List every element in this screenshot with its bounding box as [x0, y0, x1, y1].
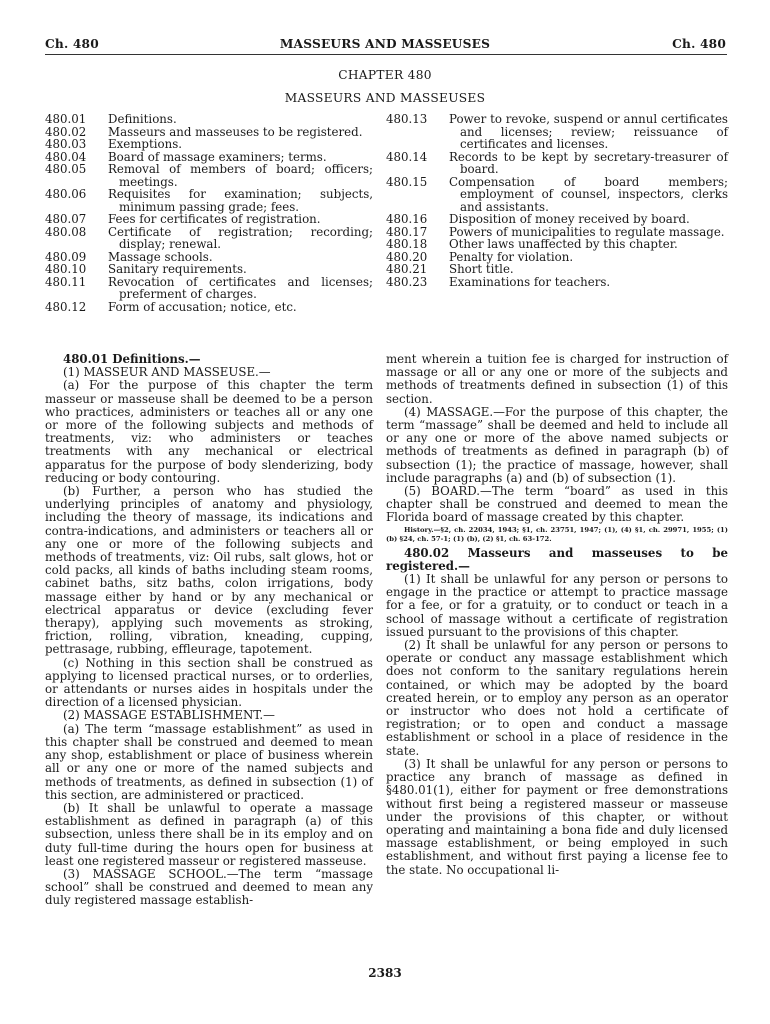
toc-section-title: Massage schools.	[108, 249, 213, 264]
section-heading: 480.02 Masseurs and masseuses to be registered.—	[386, 545, 728, 573]
toc-entry	[386, 176, 728, 214]
toc-entry	[45, 138, 373, 151]
toc-entry	[386, 276, 728, 289]
section-heading: 480.01 Definitions.—	[63, 352, 201, 366]
body-paragraph: (a) For the purpose of this chapter the term masseur or masseuse shall be deemed to be a person who practices, administers or teaches all or any one or more of the following subjects and methods of treatments, viz: who administers or teaches treatments with any mechanical or electrical apparatus for the purpose of body slenderizing, body reducing or body contouring.	[45, 378, 373, 485]
body-column-right	[386, 353, 728, 877]
body-column-left	[45, 353, 373, 908]
toc-section-title: Disposition of money received by board.	[449, 212, 690, 226]
table-of-contents-right	[386, 113, 728, 288]
toc-entry	[45, 163, 373, 188]
toc-section-number: 480.15	[386, 174, 428, 189]
body-paragraph: (5) BOARD.—The term “board” as used in this chapter shall be construed and deemed to mean the Florida board of massage created by this chapter.	[386, 484, 728, 525]
toc-section-number: 480.14	[386, 149, 428, 164]
toc-section-title: Fees for certificates of registration.	[108, 212, 321, 226]
toc-section-number: 480.08	[45, 224, 87, 239]
table-of-contents-left	[45, 113, 373, 313]
toc-entry	[45, 113, 373, 126]
chapter-number: CHAPTER 480	[338, 68, 432, 82]
body-paragraph: (b) It shall be unlawful to operate a massage establishment as defined in paragraph (a) of this subsection, unless there shall be in its employ and on duty full-time during the hours open for business at least one registered masseur or registered masseuse.	[45, 800, 373, 868]
toc-section-number: 480.05	[45, 162, 87, 176]
page-number: 2383	[368, 966, 402, 980]
toc-entry	[386, 151, 728, 176]
toc-section-title: Power to revoke, suspend or annul certificates and licenses; review; reissuance of certificates and licenses.	[449, 112, 728, 151]
toc-section-number: 480.07	[45, 212, 87, 226]
toc-entry	[386, 263, 728, 276]
toc-section-number: 480.02	[45, 124, 87, 139]
toc-section-number: 480.11	[45, 274, 87, 289]
toc-section-number: 480.13	[386, 112, 428, 126]
toc-section-title: Requisites for examination; subjects, minimum passing grade; fees.	[108, 187, 373, 214]
toc-section-title: Records to be kept by secretary-treasurer of board.	[449, 149, 728, 176]
body-paragraph: (b) Further, a person who has studied the underlying principles of anatomy and physiology, including the theory of massage, its indications and contra-indications, and administers or teachers all or any one or more of the following subjects and methods of treatments, viz: Oil rubs, salt glows, hot or cold packs, all kinds of baths including steam rooms, cabinet baths, sitz baths, colon irrigations, body massage either by hand or by any mechanical or electrical apparatus or device (excluding fever therapy), applying such movements as stroking, friction, rolling, vibration, kneading, cupping, pettrasage, rubbing, effleurage, tapotement.	[45, 484, 373, 657]
toc-section-number: 480.06	[45, 187, 87, 201]
toc-section-title: Form of accusation; notice, etc.	[108, 299, 297, 314]
toc-section-title: Definitions.	[108, 112, 177, 126]
body-paragraph: (3) MASSAGE SCHOOL.—The term “massage school” shall be construed and deemed to mean any duly registered massage establish-	[45, 866, 373, 908]
toc-entry	[45, 226, 373, 251]
toc-section-title: Masseurs and masseuses to be registered.	[108, 124, 363, 139]
toc-section-number: 480.01	[45, 112, 87, 126]
body-paragraph: (3) It shall be unlawful for any person or persons to practice any branch of massage as defined in §480.01(1), either for payment or free demonstrations without first being a registered masseur or masseuse under the provisions of this chapter, or without operating and maintaining a bona fide and duly licensed massage establishment, or being employed in such establishment, and without first paying a license fee to the state. No occupational li-	[386, 756, 728, 877]
body-paragraph: (a) The term “massage establishment” as used in this chapter shall be construed and deemed to mean any shop, establishment or place of business wherein all or any one or more of the named subjects and methods of treatments, as defined in subsection (1) of this section, are administered or practiced.	[45, 721, 373, 802]
toc-section-title: Exemptions.	[108, 137, 183, 151]
toc-entry	[386, 213, 728, 226]
toc-section-number: 480.21	[386, 262, 428, 276]
toc-section-title: Certificate of registration; recording; display; renewal.	[108, 224, 373, 251]
body-paragraph: (1) It shall be unlawful for any person or persons to engage in the practice or attempt to practice massage for a fee, or for a gratuity, or to conduct or teach in a school of massage without a certificate of registration issued pursuant to the provisions of this chapter.	[386, 572, 728, 639]
subsection-heading: (1) MASSEUR AND MASSEUSE.—	[63, 365, 271, 380]
toc-section-number: 480.09	[45, 249, 87, 264]
toc-entry	[45, 126, 373, 139]
continued-paragraph: ment wherein a tuition fee is charged for instruction of massage or all or any one or more of the subjects and methods of treatments defined in subsection (1) of this section.	[386, 352, 728, 406]
running-header-title: MASSEURS AND MASSEUSES	[279, 37, 491, 51]
toc-section-number: 480.16	[386, 212, 428, 226]
toc-entry	[386, 251, 728, 264]
toc-section-number: 480.20	[386, 249, 428, 264]
toc-section-number: 480.03	[45, 137, 87, 151]
toc-section-title: Removal of members of board; officers; meetings.	[108, 162, 373, 189]
toc-entry	[45, 301, 373, 314]
toc-section-title: Short title.	[449, 262, 514, 276]
running-header-right: Ch. 480	[672, 37, 726, 51]
toc-section-title: Sanitary requirements.	[108, 262, 247, 276]
body-paragraph: (c) Nothing in this section shall be construed as applying to licensed practical nurses, or to orderlies, or attendants or nurses aides in hospitals under the direction of a licensed physician.	[45, 655, 373, 710]
toc-section-number: 480.23	[386, 274, 428, 289]
toc-section-title: Revocation of certificates and licenses; preferment of charges.	[108, 274, 373, 301]
toc-section-number: 480.18	[386, 237, 428, 251]
toc-entry	[45, 213, 373, 226]
toc-section-title: Penalty for violation.	[449, 249, 574, 264]
toc-section-number: 480.10	[45, 262, 87, 276]
toc-entry	[45, 263, 373, 276]
toc-section-number: 480.17	[386, 224, 428, 239]
history-note: History.—§2, ch. 22034, 1943; §1, ch. 23751, 1947; (1), (4) §1, ch. 29971, 1955; (1) (b) §24, ch. 57-1; (1) (b), (2) §1, ch. 63-172.	[386, 525, 728, 543]
chapter-title: MASSEURS AND MASSEUSES	[284, 91, 486, 105]
toc-section-title: Compensation of board members; employment of counsel, inspectors, clerks and assistants.	[449, 174, 728, 214]
running-header-left: Ch. 480	[45, 37, 99, 51]
toc-entry	[386, 238, 728, 251]
toc-entry	[45, 188, 373, 213]
toc-section-number: 480.12	[45, 299, 87, 314]
toc-section-number: 480.04	[45, 149, 87, 164]
toc-entry	[386, 113, 728, 151]
toc-section-title: Examinations for teachers.	[449, 274, 611, 289]
toc-section-title: Board of massage examiners; terms.	[108, 149, 327, 164]
header-rule	[45, 54, 727, 55]
body-paragraph: (2) It shall be unlawful for any person or persons to operate or conduct any massage establishment which does not conform to the sanitary regulations herein contained, or which may be adopted by the board created herein, or to employ any person as an operator or instructor who does not hold a certificate of registration; or to open and conduct a massage establishment or school in a place of residence in the state.	[386, 638, 728, 758]
toc-section-title: Powers of municipalities to regulate massage.	[449, 224, 725, 239]
body-paragraph: (4) MASSAGE.—For the purpose of this chapter, the term “massage” shall be deemed and held to include all or any one or more of the above named subjects or methods of treatments as defined in paragraph (b) of subsection (1); the practice of massage, however, shall include paragraphs (a) and (b) of subsection (1).	[386, 404, 728, 485]
toc-section-title: Other laws unaffected by this chapter.	[449, 237, 678, 251]
subsection-heading: (2) MASSAGE ESTABLISHMENT.—	[63, 708, 275, 723]
toc-entry	[45, 276, 373, 301]
